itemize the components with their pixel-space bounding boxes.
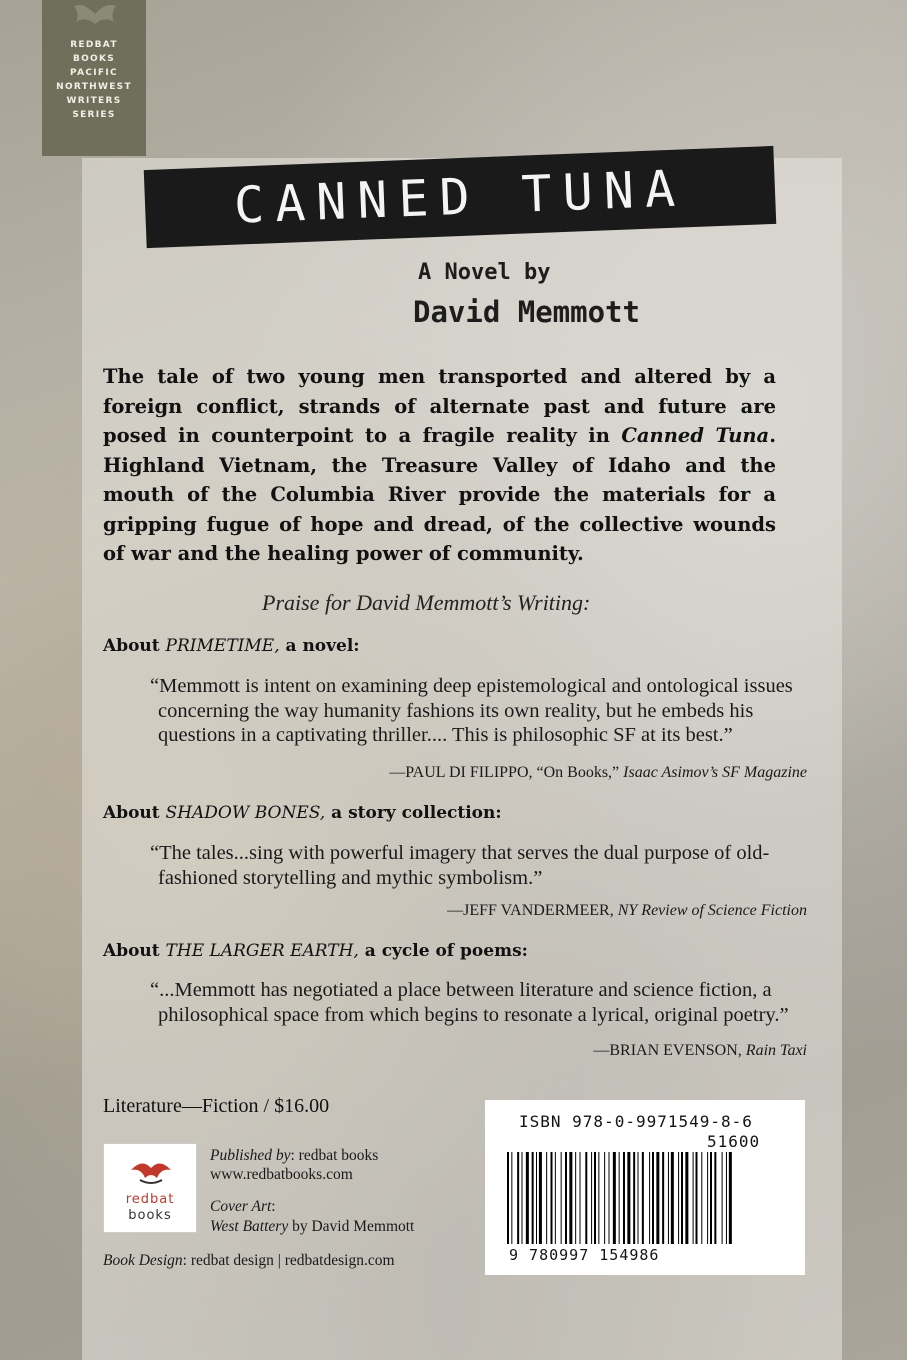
barcode-bar (656, 1152, 659, 1244)
ean-digits: 9 780997 154986 (509, 1246, 660, 1264)
barcode-bar (507, 1152, 509, 1244)
isbn-number: ISBN 978-0-9971549-8-6 (519, 1112, 753, 1131)
barcode-bar (701, 1152, 702, 1244)
book-design-credit: Book Design: redbat design | redbatdesign.com (103, 1252, 395, 1269)
book-blurb: The tale of two young men transported and altered by a foreign conflict, strands of alternate past and future are posed in counterpoint to a fragile reality in Canned Tuna. Highland Vietnam, the Treasure Valley of Idaho and the mouth of the Columbia River provide the materials for a gripping fugue of hope and dread, of the collective wounds of war and the healing power of community. (103, 365, 776, 565)
book-title: CANNED TUNA (144, 146, 777, 248)
barcode-bar (613, 1152, 616, 1244)
barcode-bar (696, 1152, 698, 1244)
series-line: REDBAT (70, 40, 118, 50)
barcode-bar (604, 1152, 605, 1244)
barcode-bar (561, 1152, 562, 1244)
review-attribution: —PAUL DI FILIPPO, “On Books,” Isaac Asimov’s SF Magazine (389, 764, 807, 781)
barcode-bar (714, 1152, 716, 1244)
publisher-logo (103, 1143, 197, 1233)
series-line: SERIES (72, 110, 116, 120)
barcode-bar (668, 1152, 669, 1244)
barcode-bar (532, 1152, 534, 1244)
barcode-bar (649, 1152, 650, 1244)
barcode-bar (591, 1152, 592, 1244)
series-line: WRITERS (66, 96, 122, 106)
barcode-bar (536, 1152, 537, 1244)
cover-art-credit: West Battery by David Memmott (210, 1218, 415, 1235)
barcode-bar (565, 1152, 567, 1244)
barcode-bar (551, 1152, 553, 1244)
barcode-bar (710, 1152, 712, 1244)
barcode-bar (526, 1152, 529, 1244)
review-quote: “Memmott is intent on examining deep epistemological and ontological issues concerning the way humanity fashions its own reality, but he embeds his questions in a captivating thriller.... This is philosophic SF at its best.” (150, 675, 793, 746)
barcode-bar (685, 1152, 688, 1244)
review-heading: About PRIMETIME, a novel: (103, 636, 360, 656)
series-line: PACIFIC (70, 68, 118, 78)
review-work: PRIMETIME, (165, 636, 280, 656)
barcode-bar (681, 1152, 683, 1244)
category-price: Literature—Fiction / $16.00 (103, 1095, 330, 1117)
price-code: 51600 (707, 1132, 761, 1151)
barcode-bar (707, 1152, 708, 1244)
barcode-bar (722, 1152, 723, 1244)
barcode-bar (729, 1152, 732, 1244)
review-quote: “The tales...sing with powerful imagery that serves the dual purpose of old-fashioned storytelling and mythic symbolism.” (150, 842, 770, 889)
barcode-bar (693, 1152, 694, 1244)
logo-text-top: redbat (125, 1192, 175, 1207)
publisher-line: Published by: redbat books (210, 1147, 379, 1164)
cover-art-label: Cover Art: (210, 1198, 276, 1215)
barcode-bar (511, 1152, 512, 1244)
barcode-bar (662, 1152, 664, 1244)
barcode-bar (522, 1152, 523, 1244)
review-quote: “...Memmott has negotiated a place between literature and science fiction, a philosophical space from which begins to resonate a lyrical, original poetry.” (150, 979, 789, 1026)
barcode-bar (546, 1152, 547, 1244)
barcode-bar (633, 1152, 635, 1244)
review-attribution: —BRIAN EVENSON, Rain Taxi (593, 1042, 807, 1059)
barcode-bar (671, 1152, 674, 1244)
barcode-bar (598, 1152, 599, 1244)
review-heading: About SHADOW BONES, a story collection: (103, 803, 502, 823)
series-badge (42, 0, 146, 156)
barcode-bar (638, 1152, 639, 1244)
review-work: THE LARGER EARTH, (165, 941, 359, 961)
series-line: BOOKS (72, 54, 116, 64)
barcode-bar (575, 1152, 576, 1244)
bat-icon (70, 0, 120, 30)
blurb-title: Canned Tuna (621, 424, 770, 447)
barcode-bar (585, 1152, 587, 1244)
review-work: SHADOW BONES, (165, 803, 326, 823)
barcode-bar (678, 1152, 679, 1244)
barcode-bar (652, 1152, 654, 1244)
barcode-bar (619, 1152, 620, 1244)
barcode-bars (507, 1152, 783, 1244)
isbn-barcode (485, 1100, 805, 1275)
author-name: David Memmott (413, 295, 640, 329)
barcode-bar (555, 1152, 556, 1244)
barcode-bar (627, 1152, 630, 1244)
barcode-bar (580, 1152, 581, 1244)
barcode-bar (642, 1152, 644, 1244)
barcode-bar (609, 1152, 610, 1244)
barcode-bar (623, 1152, 625, 1244)
praise-heading: Praise for David Memmott’s Writing: (262, 590, 591, 615)
subtitle: A Novel by (418, 260, 551, 285)
review-heading: About THE LARGER EARTH, a cycle of poems: (103, 941, 528, 961)
review-attribution: —JEFF VANDERMEER, NY Review of Science Fiction (447, 902, 807, 919)
barcode-bar (726, 1152, 727, 1244)
barcode-bar (569, 1152, 572, 1244)
barcode-bar (594, 1152, 596, 1244)
publisher-website: www.redbatbooks.com (210, 1166, 353, 1183)
barcode-bar (517, 1152, 519, 1244)
logo-text-bottom: books (128, 1208, 172, 1223)
series-line: NORTHWEST (56, 82, 132, 92)
redbat-bird-icon (128, 1156, 174, 1188)
barcode-bar (539, 1152, 542, 1244)
